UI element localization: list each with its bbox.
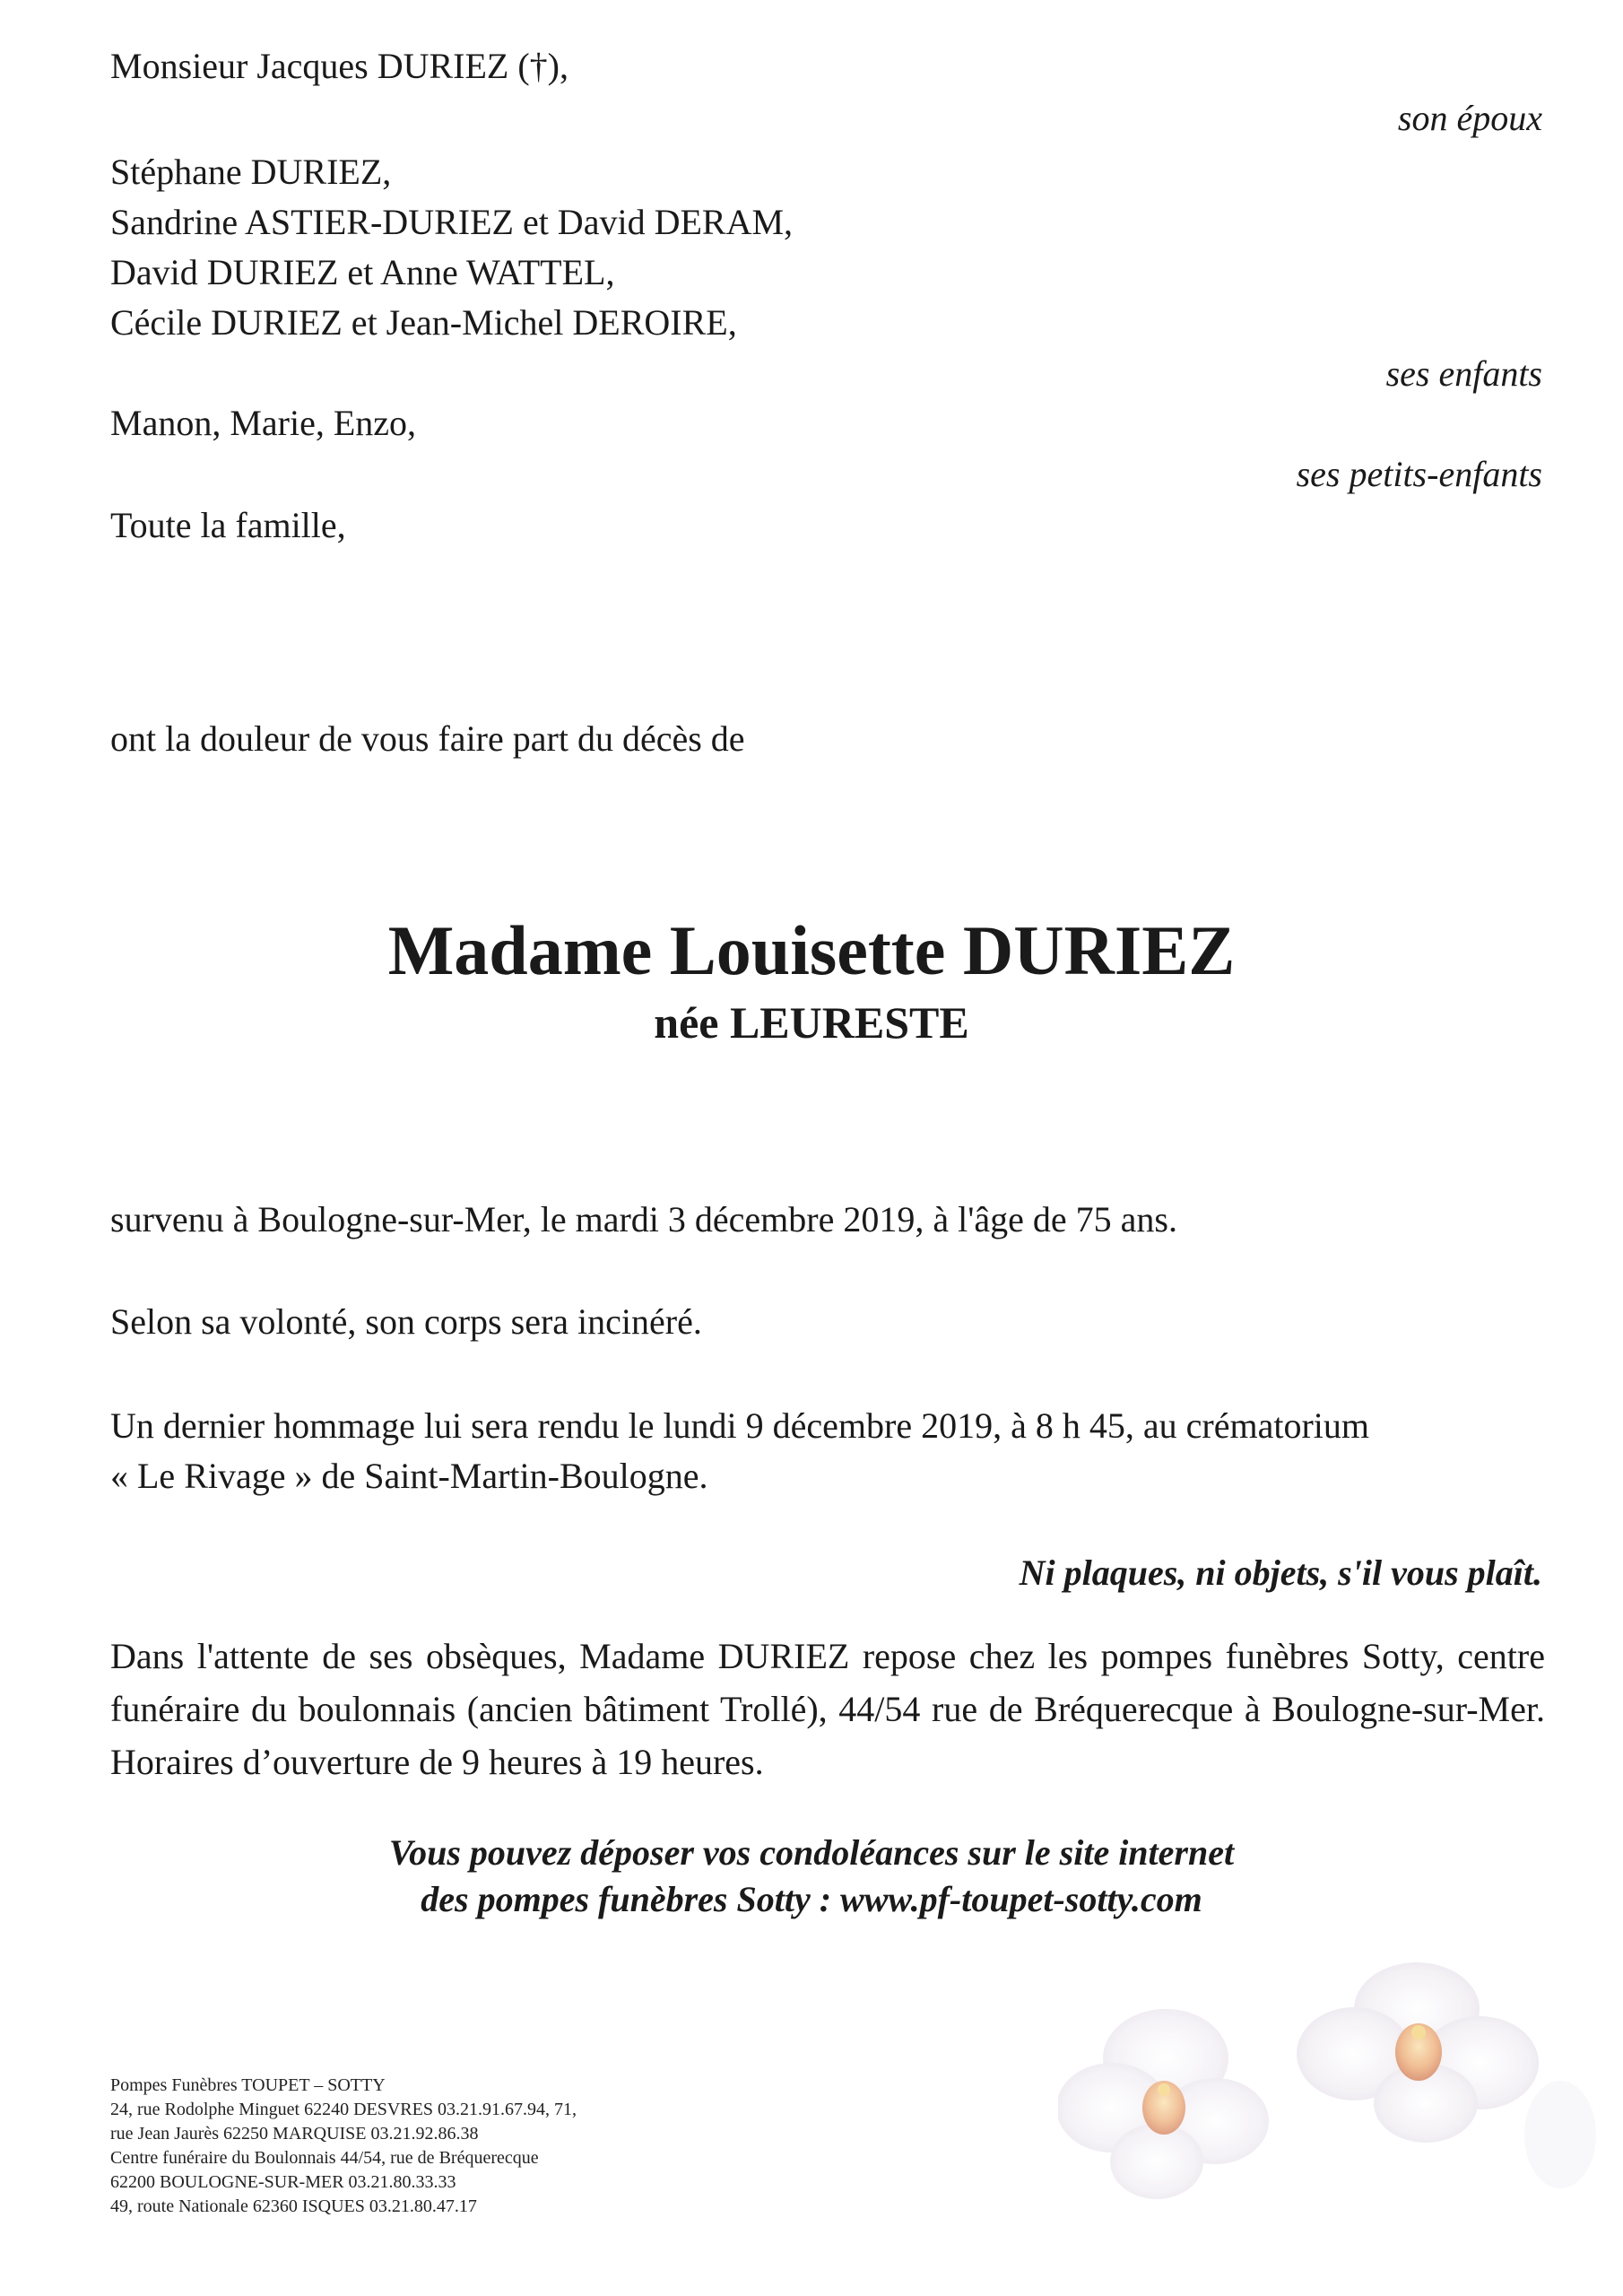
deceased-maiden-name: née LEURESTE [654,997,969,1048]
tribute-line-1: Un dernier hommage lui sera rendu le lundi 9 décembre 2019, à 8 h 45, au crématorium [110,1405,1369,1446]
footer-line: 62200 BOULOGNE-SUR-MER 03.21.80.33.33 [110,2172,456,2192]
orchid-flowers-image [1058,1955,1596,2260]
announcement-text: ont la douleur de vous faire part du décès de [110,718,745,759]
footer-line: 24, rue Rodolphe Minguet 62240 DESVRES 03.21.91.67.94, 71, [110,2100,577,2119]
child-1: Stéphane DURIEZ, [110,152,392,192]
no-flowers-request: Ni plaques, ni objets, s'il vous plaît. [1019,1552,1542,1593]
tribute-line-2: « Le Rivage » de Saint-Martin-Boulogne. [110,1456,708,1496]
footer-line: 49, route Nationale 62360 ISQUES 03.21.80.47.17 [110,2196,477,2216]
child-2: Sandrine ASTIER-DURIEZ et David DERAM, [110,202,794,242]
footer-line: Centre funéraire du Boulonnais 44/54, rue de Bréquerecque [110,2148,539,2168]
condolences-line-1: Vous pouvez déposer vos condoléances sur le site internet [388,1832,1235,1873]
husband-name: Monsieur Jacques DURIEZ (†), [110,46,568,86]
condolences-line-2: des pompes funèbres Sotty : www.pf-toupet-sotty.com [421,1879,1202,1919]
deceased-name: Madame Louisette DURIEZ [387,911,1236,989]
child-3: David DURIEZ et Anne WATTEL, [110,252,615,292]
death-details: survenu à Boulogne-sur-Mer, le mardi 3 décembre 2019, à l'âge de 75 ans. [110,1199,1177,1239]
funeral-home-footer [110,2074,577,2219]
grandchildren-role: ses petits-enfants [1296,454,1542,494]
footer-line: Pompes Funèbres TOUPET – SOTTY [110,2075,386,2095]
children-role: ses enfants [1385,353,1542,394]
husband-role: son époux [1397,98,1542,138]
cremation-wish: Selon sa volonté, son corps sera incinéré. [110,1301,702,1342]
grandchildren-names: Manon, Marie, Enzo, [110,403,417,443]
footer-line: rue Jean Jaurès 62250 MARQUISE 03.21.92.86.38 [110,2124,479,2144]
whole-family: Toute la famille, [110,505,346,545]
child-4: Cécile DURIEZ et Jean-Michel DEROIRE, [110,302,737,343]
resting-place-paragraph: Dans l'attente de ses obsèques, Madame DURIEZ repose chez les pompes funèbres Sotty, centre funéraire du boulonnais (ancien bâtiment Trollé), 44/54 rue de Bréquerecque à Boulogne-sur-Mer. Horaires d’ouverture de 9 heures à 19 heures. [110,1636,1545,1782]
